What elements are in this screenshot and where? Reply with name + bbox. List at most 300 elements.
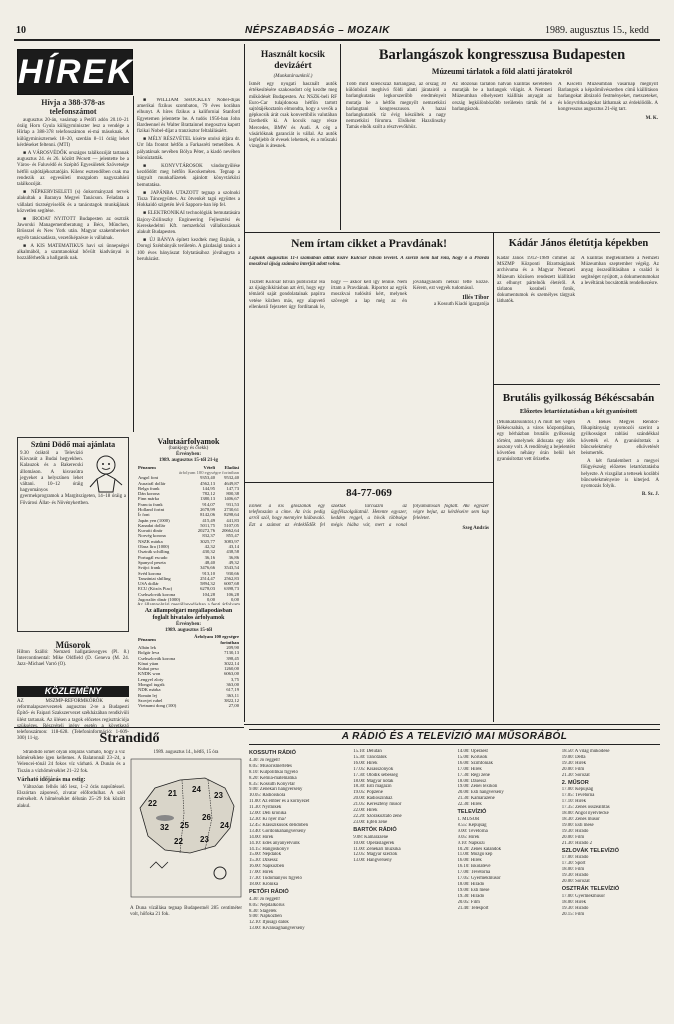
column-rule <box>340 44 341 230</box>
program-column <box>353 749 451 1019</box>
ertekpapir-currency: Bolgár leva <box>138 650 160 656</box>
rates-col-header: Pénznem <box>138 464 156 470</box>
program-item: 12.05: Magyar szerzők <box>353 852 398 858</box>
telefon-body: Ennek a kis gloszának egy telefonszám a címe. Az írás pedig arról szól, hogy mennyire hiábavaló. Ezt a számot az érdeklődők fel szokták tárcsázni az ügyfélszolgálatnál. Hetente egyszer, kedden reggel, a hívók többsége mégis hiába vár, mert a vonal folyamatosan foglalt. Aki egyszer végre bejut, az kérdéseire sem kap feleletet. <box>249 504 489 528</box>
rates-buy: 4562,13 <box>200 480 215 486</box>
program-item: 13.40: Gordonkahangverseny <box>249 828 306 834</box>
rates-buy: 3025,77 <box>200 538 215 544</box>
rates-subtitle: (bankjegy és csekk) <box>168 446 209 451</box>
rates-sell: 43,14 <box>228 544 239 550</box>
program-item: 19.30: Híradó <box>561 905 589 911</box>
hirek-item: ■ IRODAT NYITOTT Budapesten az osztrák Jaworski Managementberatung a Bécs, München, Brüsszel és New York után. Magyar szakembereket egyéb tanácsadásra, vezetőképzésre is vállalnak. <box>17 217 129 241</box>
rates-buy: 430,32 <box>202 549 215 555</box>
program-item: 12.30: Ki nyer ma? <box>249 816 287 822</box>
rates-currency: Jugoszláv dinár (1000) <box>138 597 181 603</box>
rates-buy: 832,37 <box>202 533 215 539</box>
program-column <box>562 749 660 1019</box>
rates-buy: 48,40 <box>204 559 215 565</box>
brutalis-subtitle: Előzetes letartóztatásban a két gyanúsított <box>519 408 638 415</box>
program-item: 20.00: Film <box>561 834 585 840</box>
program-item: 15.00: Kórusok <box>457 754 488 760</box>
program-item: 17.00: Híradó <box>561 855 589 861</box>
rates-sell: 800,38 <box>226 491 239 497</box>
ertekpapir-currency: Csehszlovák korona <box>138 655 176 661</box>
program-item: 1. MŰSOR <box>457 816 480 822</box>
rates-sell: 8298,64 <box>224 512 239 518</box>
ertekpapir-row <box>137 703 240 708</box>
program-item: 17.05: Gyermekműsor <box>457 876 501 882</box>
program-column <box>249 749 347 1019</box>
program-item: 13.00: Kívánsághangverseny <box>249 926 305 932</box>
rates-footnote <box>137 603 240 605</box>
rates-currency: Portugál escudo <box>138 554 168 560</box>
rates-buy: 36,16 <box>204 554 215 560</box>
ertekpapir-currency: Kínai yüan <box>138 660 159 666</box>
hirek-item-head: Hívja a 388-378-as telefonszámot <box>41 98 105 116</box>
hirek-item: ■ NÉPKERVISELETI (s) önkormányzati tervek alakultak a Baranya Megyei Tanácson. Feladata a vállalati tisztségviselők és a tanácstagok munkájának közvetlen segítése. <box>17 190 129 214</box>
rates-sell: 2562,83 <box>224 575 239 581</box>
ertekpapir-value: 3,75 <box>230 676 239 682</box>
program-item: 17.30: Sport <box>561 861 586 867</box>
program-item: 10.05: Rádióiskola <box>249 793 286 799</box>
rates-currency: Angol font <box>138 475 159 481</box>
program-section-title: BARTÓK RÁDIÓ <box>353 826 397 833</box>
rates-buy: 415,49 <box>202 517 215 523</box>
program-item: 19.30: Híradó <box>561 873 589 879</box>
program-item: 12.10: Ifjúsági dalok <box>249 920 289 926</box>
rates-buy: 2678,99 <box>200 506 215 512</box>
rates-title: Valutaárfolyamok <box>157 437 220 446</box>
sunday-title: Szüni Dödő mai ajánlata <box>30 440 116 449</box>
program-item: 17.00: Hírek <box>457 766 482 772</box>
sunday-box <box>17 437 129 632</box>
rates-currency: Svéd korona <box>138 570 162 576</box>
program-item: 17.05: Tévétorna <box>561 793 595 799</box>
rates-currency: Japán yen (1000) <box>138 517 170 523</box>
program-column <box>458 749 556 1019</box>
nem-irtam-title: Nem írtam cikket a Pravdának! <box>291 238 447 250</box>
rates-sell: 931,53 <box>226 501 239 507</box>
rates-sell: 49,32 <box>228 559 239 565</box>
map-note: A Duna vízállása tegnap Budapestnél 285 centiméter volt, hőfoka 21 fok. <box>130 906 242 918</box>
rates-currency: NSZK márka <box>138 538 163 544</box>
rates-buy: 913,10 <box>202 570 215 576</box>
program-item: 14.00: Hírek <box>249 834 274 840</box>
program-item: 8.10: Külpolitikai figyelő <box>249 769 298 775</box>
brutalis-sign: B. Sz. J. <box>641 492 659 498</box>
map-temperature: 32 <box>160 823 169 833</box>
rates-currency: Tanzániai shilling <box>138 575 171 581</box>
rates-currency: Holland forint <box>138 506 165 512</box>
rates-buy: 9353,40 <box>200 475 215 481</box>
program-item: 14.00: Operaest <box>457 749 488 754</box>
rates-buy: 6278,03 <box>200 586 215 592</box>
ertekpapir-currency: Albán lek <box>138 645 156 650</box>
program-item: 16.00: Napközben <box>249 864 285 870</box>
rates-date: 1989. augusztus 15-től 21-ig <box>159 458 218 464</box>
program-item: 17.00: Hírek <box>249 870 274 876</box>
program-item: 15.30: Táncdalok <box>353 754 387 760</box>
program-item: 16.00: Hírek <box>457 858 482 864</box>
rates-buy: 3476,66 <box>200 565 215 571</box>
program-item: 11.00: Az ember és a környezet <box>249 799 310 805</box>
kadar-col-1: Kádár János 1912–1989 címmel az MSZMP Központi Bizottságának archívuma és a Magyar Nemzeti Múzeum közösen rendezett kiállítást az elhunyt pártelnök életéről. A tárlaton korabeli fotók, dokumentumok és személyes tárgyak láthatók. <box>497 256 575 305</box>
barlang-col-1: Több mint kilencszáz barlangász, az ország 30 különböző meghívó földi alatti járatairól a barlangkutatás legkorszerűbb eredményeit mutatja be a hétfőn megnyílt nemzetközi barlangtani kongresszuson. A hazai barlangkutatók tíz évig készültek a nagy nemzetközi fórumra. Elsőként Hazslinszky Tamás elnök szólt a résztvevőkhöz. <box>346 82 446 131</box>
strando-text <box>17 750 125 1020</box>
program-item: 15.10: Délután <box>353 749 382 754</box>
hirek-item: ■ A KIS MATEMATIKUS havi szi ünnepségei alkalmából, a szamtanokkal bővült kiadványai is hozzáférhetők a hallgatók nak. <box>17 243 129 262</box>
page-number: 10 <box>16 25 26 36</box>
program-item: 9.05: Hírek <box>457 834 480 840</box>
rates-sell: 930,66 <box>226 570 239 576</box>
barlang-sign: M. K. <box>645 116 658 122</box>
program-item: 14.15: Hangoskönyv <box>249 846 289 852</box>
program-item: 16.00: Hírek <box>353 760 378 766</box>
rates-currency: Kuvaiti dinár <box>138 528 163 534</box>
barlang-title: Barlangászok kongresszusa Budapesten <box>378 47 626 63</box>
program-item: 18.00: Film <box>561 867 585 873</box>
rates-currency: Ír font <box>138 512 150 518</box>
column-rule <box>493 232 494 722</box>
radio-tv-banner <box>249 729 660 745</box>
rates-currency: USA dollár <box>138 581 159 587</box>
program-item: 17.35: Zenés összeállítás <box>561 805 610 811</box>
program-section-title: OSZTRÁK TELEVÍZIÓ <box>561 885 620 892</box>
hirek-item: ■ A VÁROSVÉDŐK országos találkozóját tartanak augusztus 24. és 26. között Pécsett — jelentette be a Város- és Faluvédő és Szépítő Egyesületek Szövetsége hétfői sajtótájékoztatóján. Kilenc esztendőben csak ma rendezik az egyesületi mozgalom nagyszabású találkozóját. <box>17 151 129 188</box>
ertekpapir-currency: Román lej <box>138 692 158 698</box>
program-item: 20.15: Film <box>561 911 585 917</box>
kozlemeny-title: KÖZLEMÉNY <box>17 686 129 697</box>
ertekpapir-col-header: Árfolyam 100 egységre forintban <box>194 634 239 645</box>
program-item: 20.00: Esti hangverseny <box>457 790 504 796</box>
program-item: 8.35: Kossuth Konyvtár <box>249 781 295 787</box>
program-section-title: TELEVÍZIÓ <box>457 809 487 816</box>
ertekpapir-currency: Kubai peso <box>138 666 159 672</box>
hungary-map-icon <box>130 758 242 898</box>
program-item: 8.55: Képújság <box>457 822 487 828</box>
rates-sell: 6398,73 <box>224 586 239 592</box>
section-rule <box>244 482 493 483</box>
program-item: 17.00: Képújság <box>561 787 594 793</box>
sunday-text: 9.30 óráktól a Televízió Kisvasút a Budai hegyekben. Kalauzok és a Bakerecski állomáson. A kisvasútra jegyeket a helyszínen lehet váltani. 10–12 óráig hagyományos gyermekprogramok a Margitszigeten, 14–18 óráig a Fővárosi Állat- és Növénykertben. <box>20 451 126 506</box>
program-section-title: SZLOVÁK TELEVÍZIÓ <box>561 847 619 854</box>
rates-buy: 144,95 <box>202 485 215 491</box>
nem-irtam-sign: Illés Tibor <box>462 295 489 302</box>
rates-value: 0,00 <box>230 597 239 603</box>
rates-sell: 20662,64 <box>221 528 239 534</box>
program-item: 17.30: Tudományos figyelő <box>249 876 302 882</box>
telefon-text <box>249 504 489 720</box>
brutalis-col-1: (Munkatársunktól.) A múlt hét végén Békéscsabán, a város központjában, egy bérházban brutális gyilkosság történt, amelynek áldozata egy idős asszony volt. A rendőrség a bejelentést követően néhány órán belül két gyanúsítottat vett őrizetbe. <box>497 420 575 463</box>
program-item: 11.00: Mozgó kép <box>457 852 493 858</box>
rates-currency: Csehszlovák korona <box>138 591 176 597</box>
program-item: 20.00: Rádiószínház <box>353 796 393 802</box>
program-item: 18.00: Magyar nóták <box>353 778 394 784</box>
program-item: 4.30: Jó reggelt! <box>249 896 281 902</box>
map-temperature: 21 <box>168 789 177 799</box>
program-item: 22.00: Hírek <box>353 808 378 814</box>
ertekpapir-value: 6063,00 <box>224 671 239 677</box>
program-item: 18.50: A világ működése <box>561 749 610 754</box>
map-temperature: 25 <box>180 821 189 831</box>
program-item: 18.00: Krónika <box>249 881 279 887</box>
rates-col-header: Eladási <box>224 464 239 470</box>
ertekpapir-currency: Vietnami dong (100) <box>138 703 177 709</box>
rates-currency: Spanyol peseta <box>138 559 166 565</box>
program-item: 17.00: Tévétorna <box>457 870 491 876</box>
program-item: 18.30: Zenés műsor <box>561 816 600 822</box>
program-item: 19.00: Delta <box>561 754 586 760</box>
rates-sell: 9532,40 <box>224 475 239 481</box>
hirek-column-1 <box>17 98 129 428</box>
hirek-item: ■ ÚJ BÁNYA épített kezdtek meg Bajnán, a Dorogi Szénbányák területén. A gázdasági tanács a 100 éves bányászat folytatásához jóváhagyta a beruházást. <box>137 238 240 262</box>
program-section-title: PETŐFI RÁDIÓ <box>249 888 289 895</box>
rates-buy: 2514,47 <box>200 575 215 581</box>
barlang-col-3-text: A Kiscelli Múzeumban vasárnap megnyílt Barlangok a képzőművészetben című kiállításon barlangokat ábrázoló festményeket, metszeteket, és könyvritkaságokat láthatnak az érdeklődők. A kongresszus augusztus 21-éig tart. <box>558 82 658 112</box>
program-item: 8.30: Slágerek <box>249 908 277 914</box>
program-item: 21.30: Híradó 2 <box>561 840 592 846</box>
program-item: 12.45: Klasszikusok délidőben <box>249 822 309 828</box>
nem-irtam-sign-sub: a Kossuth Kiadó igazgatója <box>433 301 489 307</box>
ertekpapir-value: 363,11 <box>226 692 239 698</box>
hirek-item: ■ ELEKTRONIKAI technológiák bemutatására Bajcsy-Zsilinszky Engineering Fejlesztési és Kereskedelmi Kft. nemzetközi vállalkozásnak alakult Budapesten. <box>137 211 240 236</box>
ertekpapir-table <box>137 634 240 708</box>
rates-buy: 42,32 <box>204 544 215 550</box>
program-section-title: KOSSUTH RÁDIÓ <box>249 750 296 756</box>
program-item: 17.10: Hírek <box>561 799 586 805</box>
rates-buy: 20272,76 <box>197 528 215 534</box>
ertekpapir-value: 7130,13 <box>224 650 239 656</box>
barlang-col-2: Az időzonai tárlaton hatvan kiállítás keretében mutatják be a barlangok világát. A Nemzeti Múzeumban elhelyezett kiállítás anyagát az ország legkülönbözőbb területein tárták fel a barlangászok. <box>452 82 552 112</box>
hirek-item: ■ JAPÁNBA UTAZOTT tegnap a szolnoki Tisza Táncegyüttes. Az ötvenkét tagú együttes a Hokkaidó szigetén lévő Sapporo-ban lép fel. <box>137 190 240 209</box>
program-item: 13.00: Hangverseny <box>353 858 392 864</box>
program-item: 8.20: Kémia-matematika <box>249 775 297 781</box>
ertekpapir-box <box>137 608 240 722</box>
kozlemeny-text: AZ MSZMP-REFORMKÖRÖK és reformalapszervezetek augusztus 2-re a Budapesti Építő- és Faipari Szakszervezet székházában rendkívüli ülést tartanak. Az ülésen a tagok előzetes regisztrációja telefonszámon: 118-628. (Telefoninformáció: 1-609-300) 11-ig. <box>17 699 129 742</box>
map-temperature: 26 <box>202 813 211 823</box>
musorok-block <box>17 640 129 680</box>
rates-sell: 441,83 <box>226 517 239 523</box>
rates-buy: 1380,13 <box>200 496 215 502</box>
rates-unit: árfolyam 100 egységre forintban <box>178 469 239 475</box>
section-rule <box>493 384 660 385</box>
map-temperature: 22 <box>148 799 157 809</box>
rates-currency: Norvég korona <box>138 533 166 539</box>
program-item: 14.10: Édes anyanyelvünk <box>249 840 300 846</box>
program-item: 23.00: Éjféli zene <box>353 819 388 825</box>
rates-currency: Svájci frank <box>138 565 161 571</box>
strando-title: Strandidő <box>99 731 160 746</box>
rates-currency: Dán korona <box>138 491 160 497</box>
section-rule <box>244 724 660 725</box>
rates-sell: 855,47 <box>226 533 239 539</box>
program-item: 19.00: Zenei lexikon <box>457 784 498 790</box>
ertekpapir-value: 398,45 <box>226 655 239 661</box>
program-item: 9.00: Napközben <box>249 914 282 920</box>
program-item: 22.20: Szórakoztató zene <box>353 813 402 819</box>
barlang-col-3 <box>558 82 658 230</box>
program-item: 18.30: Esti magazin <box>353 784 392 790</box>
brutalis-title: Brutális gyilkosság Békéscsabán <box>502 392 655 404</box>
rates-sell: 36,86 <box>228 554 239 560</box>
rates-buy: 5894,32 <box>200 581 215 587</box>
program-item: 19.30: Híradó <box>561 828 589 834</box>
program-item: 21.30: Sorozat <box>561 772 590 778</box>
rates-sell: 3543,54 <box>224 565 239 571</box>
ertekpapir-value: 3822,12 <box>224 697 239 703</box>
forecast-title: Várható időjárás ma estig: <box>17 776 86 783</box>
kadar-title: Kádár János életútja képekben <box>508 238 649 249</box>
program-item: 15.00: Népdalok <box>249 852 281 858</box>
ertekpapir-title: Az állampolgári megállapodásban foglalt hivatalos árfolyamok <box>144 608 233 621</box>
radio-tv-title: A RÁDIÓ ÉS A TELEVÍZIÓ MAI MŰSORÁBÓL <box>341 731 568 742</box>
haszn-subtitle: (Munkatársunktól.) <box>273 74 313 79</box>
brutalis-paragraph: A Békés Megyei Rendőr-főkapitányság nyomozói szerint a gyilkosságot rablási szándékkal követték el. A gyanúsítottak a bűncselekmény elkövetését beismerték. <box>581 420 659 457</box>
ertekpapir-valid: Érvényben: <box>176 622 201 627</box>
map-temperature: 24 <box>220 821 229 831</box>
program-item: 20.00: Sorozat <box>561 879 590 885</box>
radio-tv-columns <box>249 749 660 1019</box>
program-item: 19.05: Popzene <box>353 790 383 796</box>
rates-buy: 8142,06 <box>200 512 215 518</box>
hirek-item: augusztus 20-án, vasárnap a Petőfi adón 20.10–21 óráig Horn Gyula külügyminiszter lesz a vendége a Hírlap a 388-378 telefonszámon ei-má másoknak. A külügyminiszternek 18–20, szerdán 8–11 óráig lehet kérdéseket feltenni. (MTI) <box>17 118 129 148</box>
rates-sell: 3083,97 <box>224 538 239 544</box>
program-item: 4.30: Jó reggelt! <box>249 757 281 763</box>
program-item: 20.05: Film <box>457 899 480 905</box>
brutalis-col-2 <box>581 420 659 720</box>
masthead-rule <box>14 39 660 41</box>
cartoon-illustration <box>86 451 126 493</box>
program-item: 21.40: Telesport <box>457 905 489 911</box>
rates-sell: 1406,67 <box>224 496 239 502</box>
musorok-text: Hilton Szálló: Nemzeti hallgatásvegyes (Pl. 8.) Intercontinental: Mike Oldfield (D. Geneva (M. 24. Jazz–Michael Varró (O). <box>17 650 129 668</box>
ertekpapir-value: 3022,14 <box>224 660 239 666</box>
program-item: 20.00: Film <box>561 766 585 772</box>
telefon-title: 84-77-069 <box>346 487 392 499</box>
musorok-title: Műsorok <box>55 640 91 650</box>
hirek-title: HÍREK <box>18 53 134 91</box>
issue-date: 1989. augusztus 15., kedd <box>545 25 649 36</box>
program-item: 21.05: Keresztény műsor <box>353 802 402 808</box>
hirek-item: ■ MÉLY RÉSZVÉTEL kísérte utolsó útjára dr. Urr Ida frontot hétfőn a Farkasréti temetőben. A pályatársak nevében Bólya Péter, a kiadó nevében búcsúztatták. <box>137 137 240 161</box>
program-item: 19.30: Híradó <box>457 893 485 899</box>
rates-currency: ECU (Közös Piac) <box>138 586 173 592</box>
hirek-item: ■ KONYVTÁROSOK vándorgyűlése kezdődött meg hétfőn Kecskeméten. Tegnap a tárgyalt munkafüzetek ajánlott könyvtárközi bemutatása. <box>137 164 240 188</box>
program-item: 16.10: Iskolatévé <box>457 864 491 870</box>
nem-irtam-text <box>249 280 489 478</box>
program-item: 19.00: Esti mese <box>457 887 490 893</box>
program-item: 11.30: Nyitnikék <box>249 805 282 811</box>
ertekpapir-currency: Mongol tugrik <box>138 682 165 688</box>
rates-sell: 6007,68 <box>224 581 239 587</box>
program-item: 9.00: Tévétorna <box>457 828 488 834</box>
program-section-title: 2. MŰSOR <box>561 779 589 786</box>
program-item: 18.00: Angol nyelvlecke <box>561 811 609 817</box>
rates-col-header: Vételi <box>203 464 215 470</box>
column-rule <box>133 96 134 432</box>
program-item: 17.30: Régi zene <box>457 772 490 778</box>
program-item: 17.05: Kisasszonyok <box>353 766 394 772</box>
haszn-article <box>249 50 337 270</box>
map-temperature: 23 <box>200 835 209 845</box>
program-item: 19.30: Hírek <box>561 760 586 766</box>
ertekpapir-value: 209,90 <box>226 645 239 650</box>
section-rule <box>14 727 244 728</box>
rates-currency: Finn márka <box>138 496 160 502</box>
rates-buy: 782,12 <box>202 491 215 497</box>
paper-title: NÉPSZABADSÁG – MOZAIK <box>245 25 390 36</box>
rates-currency: Ausztrál dollár <box>138 480 166 486</box>
program-item: 15.30: Dzsessz <box>249 858 278 864</box>
ertekpapir-col-header: Pénznem <box>138 637 156 643</box>
map-temperature: 22 <box>174 837 183 847</box>
nem-irtam-lead: Lapunk augusztus 11-i számában adtuk közre Kulcsár István levelét. A szerző nem tud róla, hogy ő a Pravda moszkvai újság számára interjút adott volna. <box>249 256 489 268</box>
program-item: 9.08: Kamarazene <box>353 834 389 840</box>
map-temperature: 23 <box>214 791 223 801</box>
rates-sell: 438,58 <box>226 549 239 555</box>
program-item: 12.00: Déli krónika <box>249 811 287 817</box>
program-item: 9.10: Napközi <box>457 840 485 846</box>
rates-box <box>137 437 240 605</box>
rates-valid: Érvényben: <box>176 452 201 458</box>
strando-paragraph: Strandidő ismét olyan időjárás várható, hogy a víz hőmérséklete igen kellemes. A Balatonnál 23–24, a Velencei-tónál 24 fokos víz várható. A Dunán és a Tiszán a vízhőmérséklet 21–22 fok. <box>17 750 125 774</box>
rates-sell: 147,73 <box>226 485 239 491</box>
rates-value: 0,00 <box>206 597 215 603</box>
rates-sell: 4649,87 <box>224 480 239 486</box>
ertekpapir-currency: KNDK won <box>138 671 161 677</box>
kadar-col-2: A kiállítás megtekinthető a Nemzeti Múzeumban szeptember végéig. Az anyag összeállításában a család is segítséget nyújtott, a dokumentumokat a levéltárak bocsátották rendelkezésre. <box>581 256 659 286</box>
rates-value: 106,28 <box>226 591 239 597</box>
program-item: 11.00: Zenekari muzsika <box>353 846 401 852</box>
rates-value: 104,28 <box>202 591 215 597</box>
ertekpapir-value: 363,00 <box>226 682 239 688</box>
rates-currency: Belga frank <box>138 485 160 491</box>
rates-currency: Osztrák schilling <box>138 549 170 555</box>
weather-map <box>130 750 242 982</box>
program-item: 16.00: Szimfóniák <box>457 760 493 766</box>
ertekpapir-value: 1260,00 <box>224 666 239 672</box>
nem-irtam-body: Tisztelt Kulcsár István publicista! Ha az újságcikkírásban azt érti, hogy egy témáról saját gondolatainak papírra vetése közben más, egy alapvető ellenkező fejezetet úgy fordítanak le, hogy — akkor kell így lennie. Nem írtam a Pravdának. Riportot az egyik moszkvai tudósító kért, melynek szövegét a lap még az én jóváhagyásom nélkül tette közzé. Kérem, ezt vegyék tudomásul. <box>249 280 489 310</box>
hirek-logo-box <box>17 49 133 95</box>
rates-sell: 2730,61 <box>224 506 239 512</box>
ertekpapir-currency: Lengyel zloty <box>138 676 164 682</box>
telefon-sign: Szeg András <box>462 525 489 531</box>
rates-buy: 914,07 <box>202 501 215 507</box>
map-subtitle: 1989. augusztus 14., hétfő, 15 óra <box>153 750 219 755</box>
program-item: 10.20: Zenés kalandok <box>457 846 502 852</box>
ertekpapir-date: 1989. augusztus 15-től <box>164 628 213 634</box>
ertekpapir-value: 617,19 <box>226 687 239 693</box>
program-item: 18.00: Híradó <box>457 881 485 887</box>
rates-sell: 5107,05 <box>224 522 239 528</box>
ertekpapir-value: 27,00 <box>228 703 239 709</box>
program-item: 19.00: Esti mese <box>561 822 594 828</box>
program-item: 21.30: Kamarazene <box>457 796 495 802</box>
program-item: 10.00: Operaslágerek <box>353 840 395 846</box>
section-rule <box>244 232 660 233</box>
barlang-subtitle: Múzeumi tárlatok a föld alatti járatokról <box>431 67 573 76</box>
map-temperature: 24 <box>192 785 201 795</box>
rates-row <box>137 597 240 602</box>
program-item: 9.00: Zenekari hangverseny <box>249 787 303 793</box>
haszn-title: Használt kocsik devizáért <box>260 50 326 71</box>
haszn-text: Ismét egy nyugati használt autók értékesítésére szakosodott cég kezdte meg működését Budapesten. Az NSZK-beli RF Euro-Car tulajdonosa hétfőn tartott sajtótájékoztatón elmondta, hogy a vevők a gépkocsik árát csak konvertibilis valutában fizethetik ki. A kocsik nagy része Mercedes, BMW és Audi. A cég a vásárlóknak garanciát is vállal. Az autók legfeljebb öt évesek lehetnek, és a műszaki vizsgán is átesnek. <box>249 82 337 150</box>
hirek-item: ■ WILLIAM SHOCKLEY Nobel-díjas amerikai fizikus szombaton, 79 éves korában elhunyt. A híres fizikus a kaliforniai Stanford Egyetemen jelentette be. A tudós 1956-ban John Bardeennel és Walter Brattainnel megosztva kapott fizikai Nobel-díjat a tranzisztor feltalálásáért. <box>137 98 240 135</box>
program-item: 8.05: Műsorismertetés <box>249 763 292 769</box>
program-item: 17.00: Gyermekműsor <box>561 893 605 899</box>
brutalis-paragraph: A két fiatalembert a megyei főügyészség előzetes letartóztatásba helyezte. A vizsgálat a tettesek korábbi bűncselekményeire is kiterjed. A nyomozás folyik. <box>581 459 659 490</box>
program-item: 8.05: Népdalkórus <box>249 902 285 908</box>
